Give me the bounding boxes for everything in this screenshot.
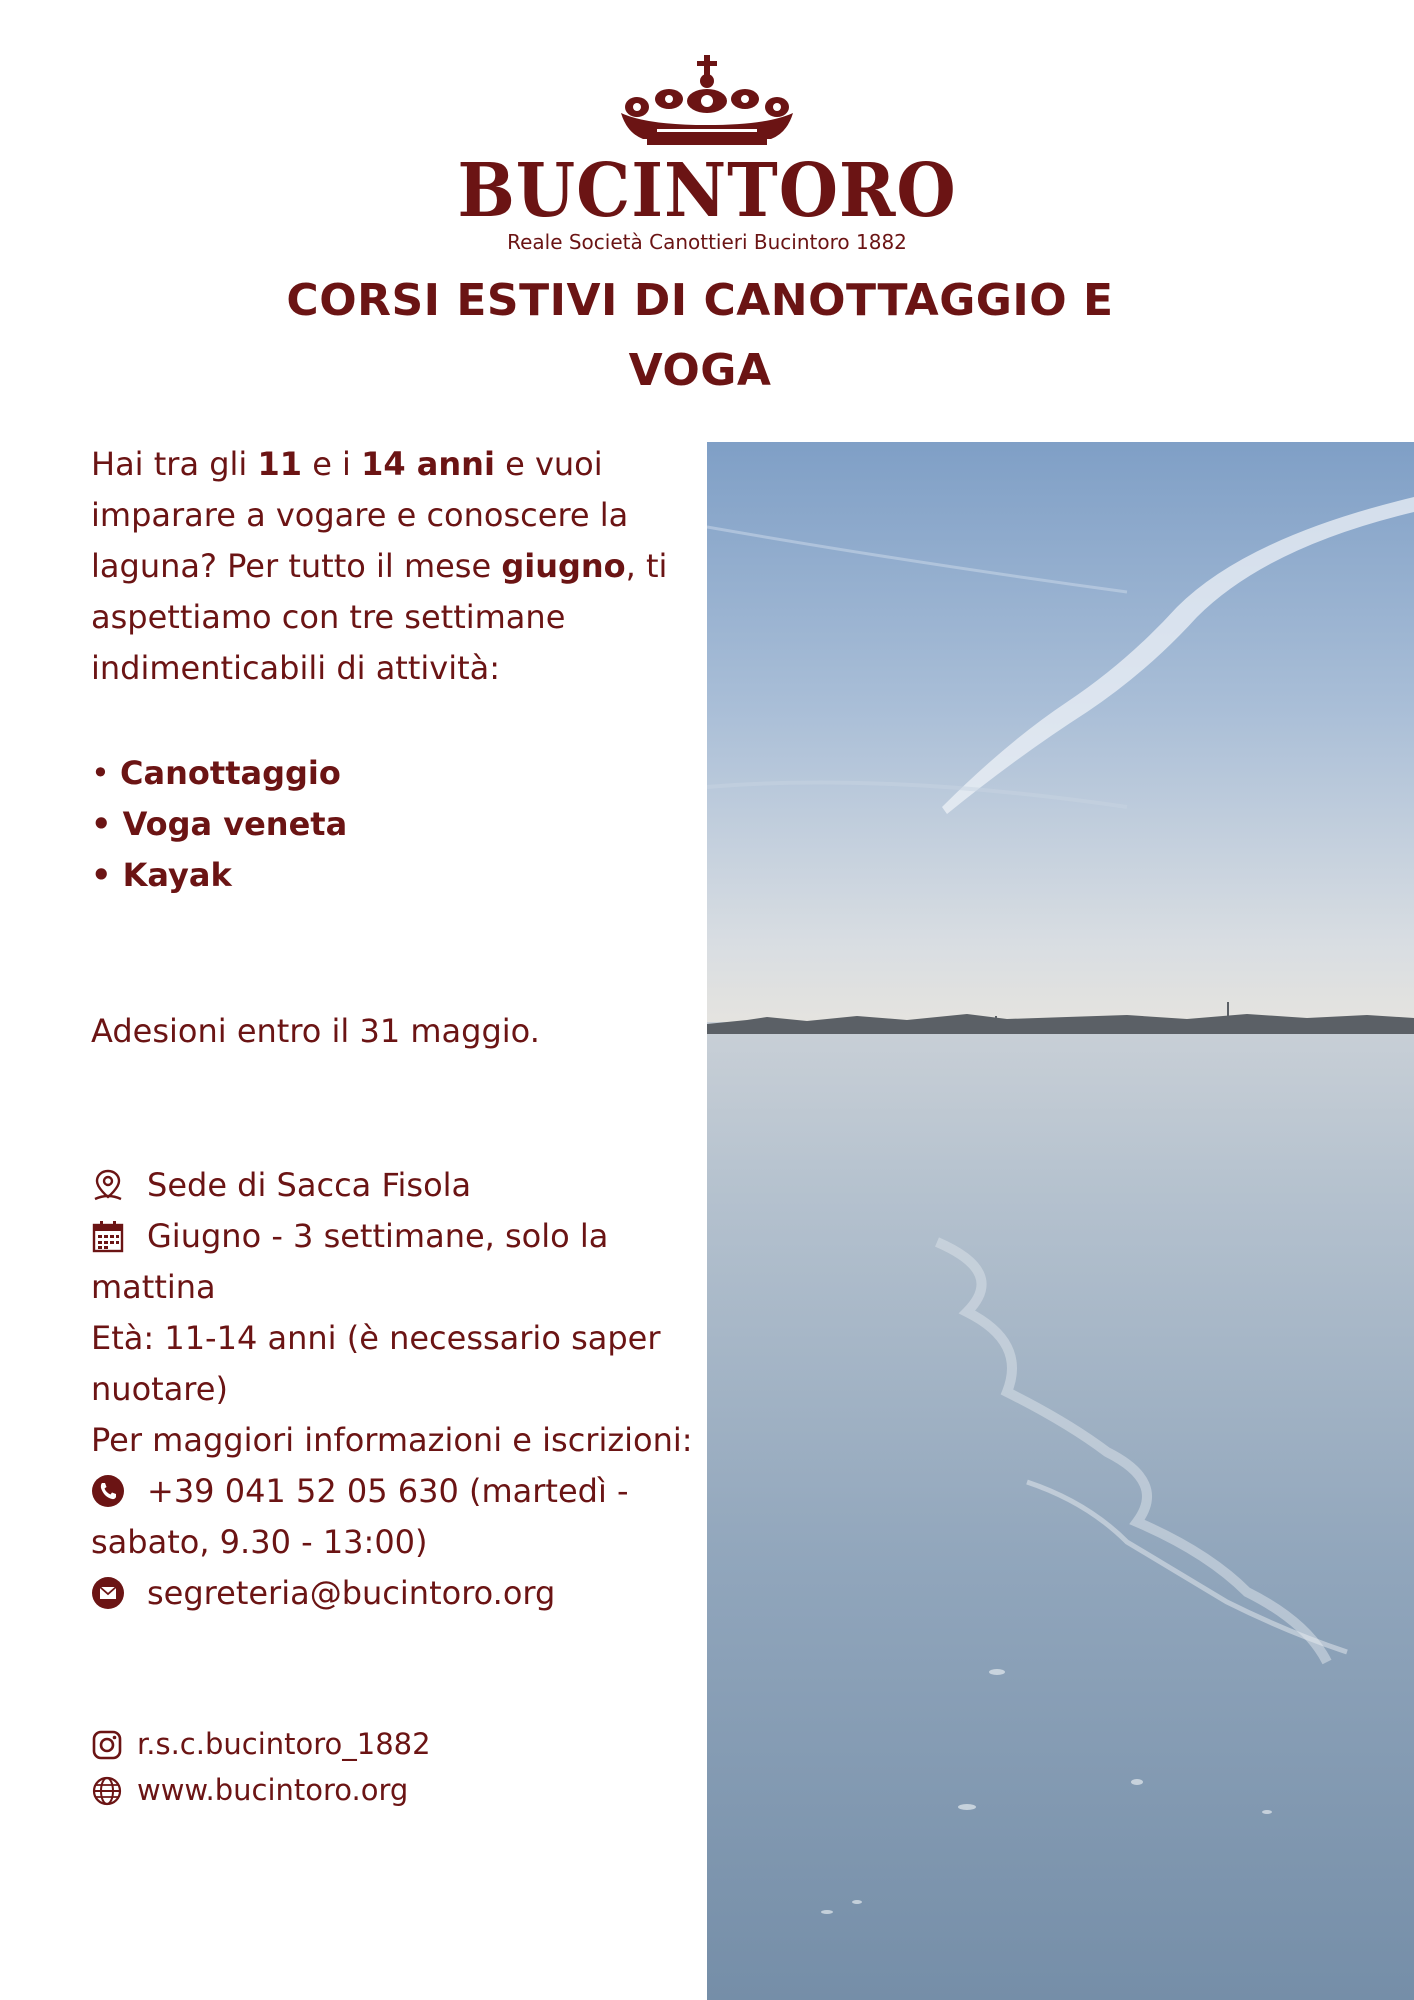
- intro-text: , ti aspettiamo con tre settimane indimenticabili di attività:: [91, 547, 668, 687]
- bullet: •: [91, 754, 121, 792]
- instagram-handle[interactable]: r.s.c.bucintoro_1882: [137, 1727, 431, 1761]
- more-info-text: Per maggiori informazioni e iscrizioni:: [91, 1421, 693, 1459]
- phone-text[interactable]: +39 041 52 05 630 (martedì - sabato, 9.30 - 13:00): [91, 1472, 629, 1561]
- location-text: Sede di Sacca Fisola: [147, 1166, 472, 1204]
- activity-list: [91, 748, 711, 901]
- age-text: Età: 11-14 anni (è necessario saper nuotare): [91, 1319, 661, 1408]
- website-link[interactable]: www.bucintoro.org: [137, 1773, 409, 1807]
- dates-row: [91, 1211, 711, 1313]
- title-line-2: VOGA: [628, 345, 772, 396]
- brand-subtitle: Reale Società Canottieri Bucintoro 1882: [507, 230, 907, 254]
- logo: [0, 55, 1414, 255]
- intro-text: e vuoi imparare a vogare e conoscere la laguna? Per tutto il mese: [91, 445, 629, 585]
- instagram-row: [91, 1721, 431, 1767]
- location-pin-icon: [91, 1168, 125, 1202]
- title-line-1: CORSI ESTIVI DI CANOTTAGGIO E: [286, 275, 1114, 326]
- activity-label: Kayak: [122, 856, 232, 894]
- intro-text: e i: [302, 445, 362, 483]
- age-min: 11: [257, 445, 303, 483]
- intro-text: Hai tra gli: [91, 445, 258, 483]
- deadline-text: Adesioni entro il 31 maggio.: [91, 1012, 540, 1050]
- globe-icon: [91, 1775, 123, 1807]
- phone-row: [91, 1466, 711, 1568]
- email-icon: [91, 1576, 125, 1610]
- email-link[interactable]: segreteria@bucintoro.org: [147, 1574, 556, 1612]
- course-details: [91, 1160, 711, 1619]
- calendar-icon: [91, 1219, 125, 1253]
- course-month: giugno: [501, 547, 626, 585]
- list-item: [91, 799, 711, 850]
- crown-icon: [607, 55, 807, 147]
- activity-label: Canottaggio: [120, 754, 341, 792]
- bullet: •: [91, 856, 123, 894]
- social-links: [91, 1721, 431, 1813]
- location-row: [91, 1160, 711, 1211]
- email-row: [91, 1568, 711, 1619]
- activity-label: Voga veneta: [122, 805, 348, 843]
- intro-paragraph: [91, 439, 711, 694]
- phone-icon: [91, 1474, 125, 1508]
- brand-name: BUCINTORO: [457, 148, 957, 234]
- list-item: [91, 850, 711, 901]
- instagram-icon: [91, 1729, 123, 1761]
- bullet: •: [91, 805, 123, 843]
- age-max: 14 anni: [361, 445, 495, 483]
- lagoon-photo: [707, 442, 1414, 2000]
- list-item: [91, 748, 711, 799]
- page-title: [240, 266, 1160, 406]
- dates-text: Giugno - 3 settimane, solo la mattina: [91, 1217, 609, 1306]
- website-row: [91, 1767, 431, 1813]
